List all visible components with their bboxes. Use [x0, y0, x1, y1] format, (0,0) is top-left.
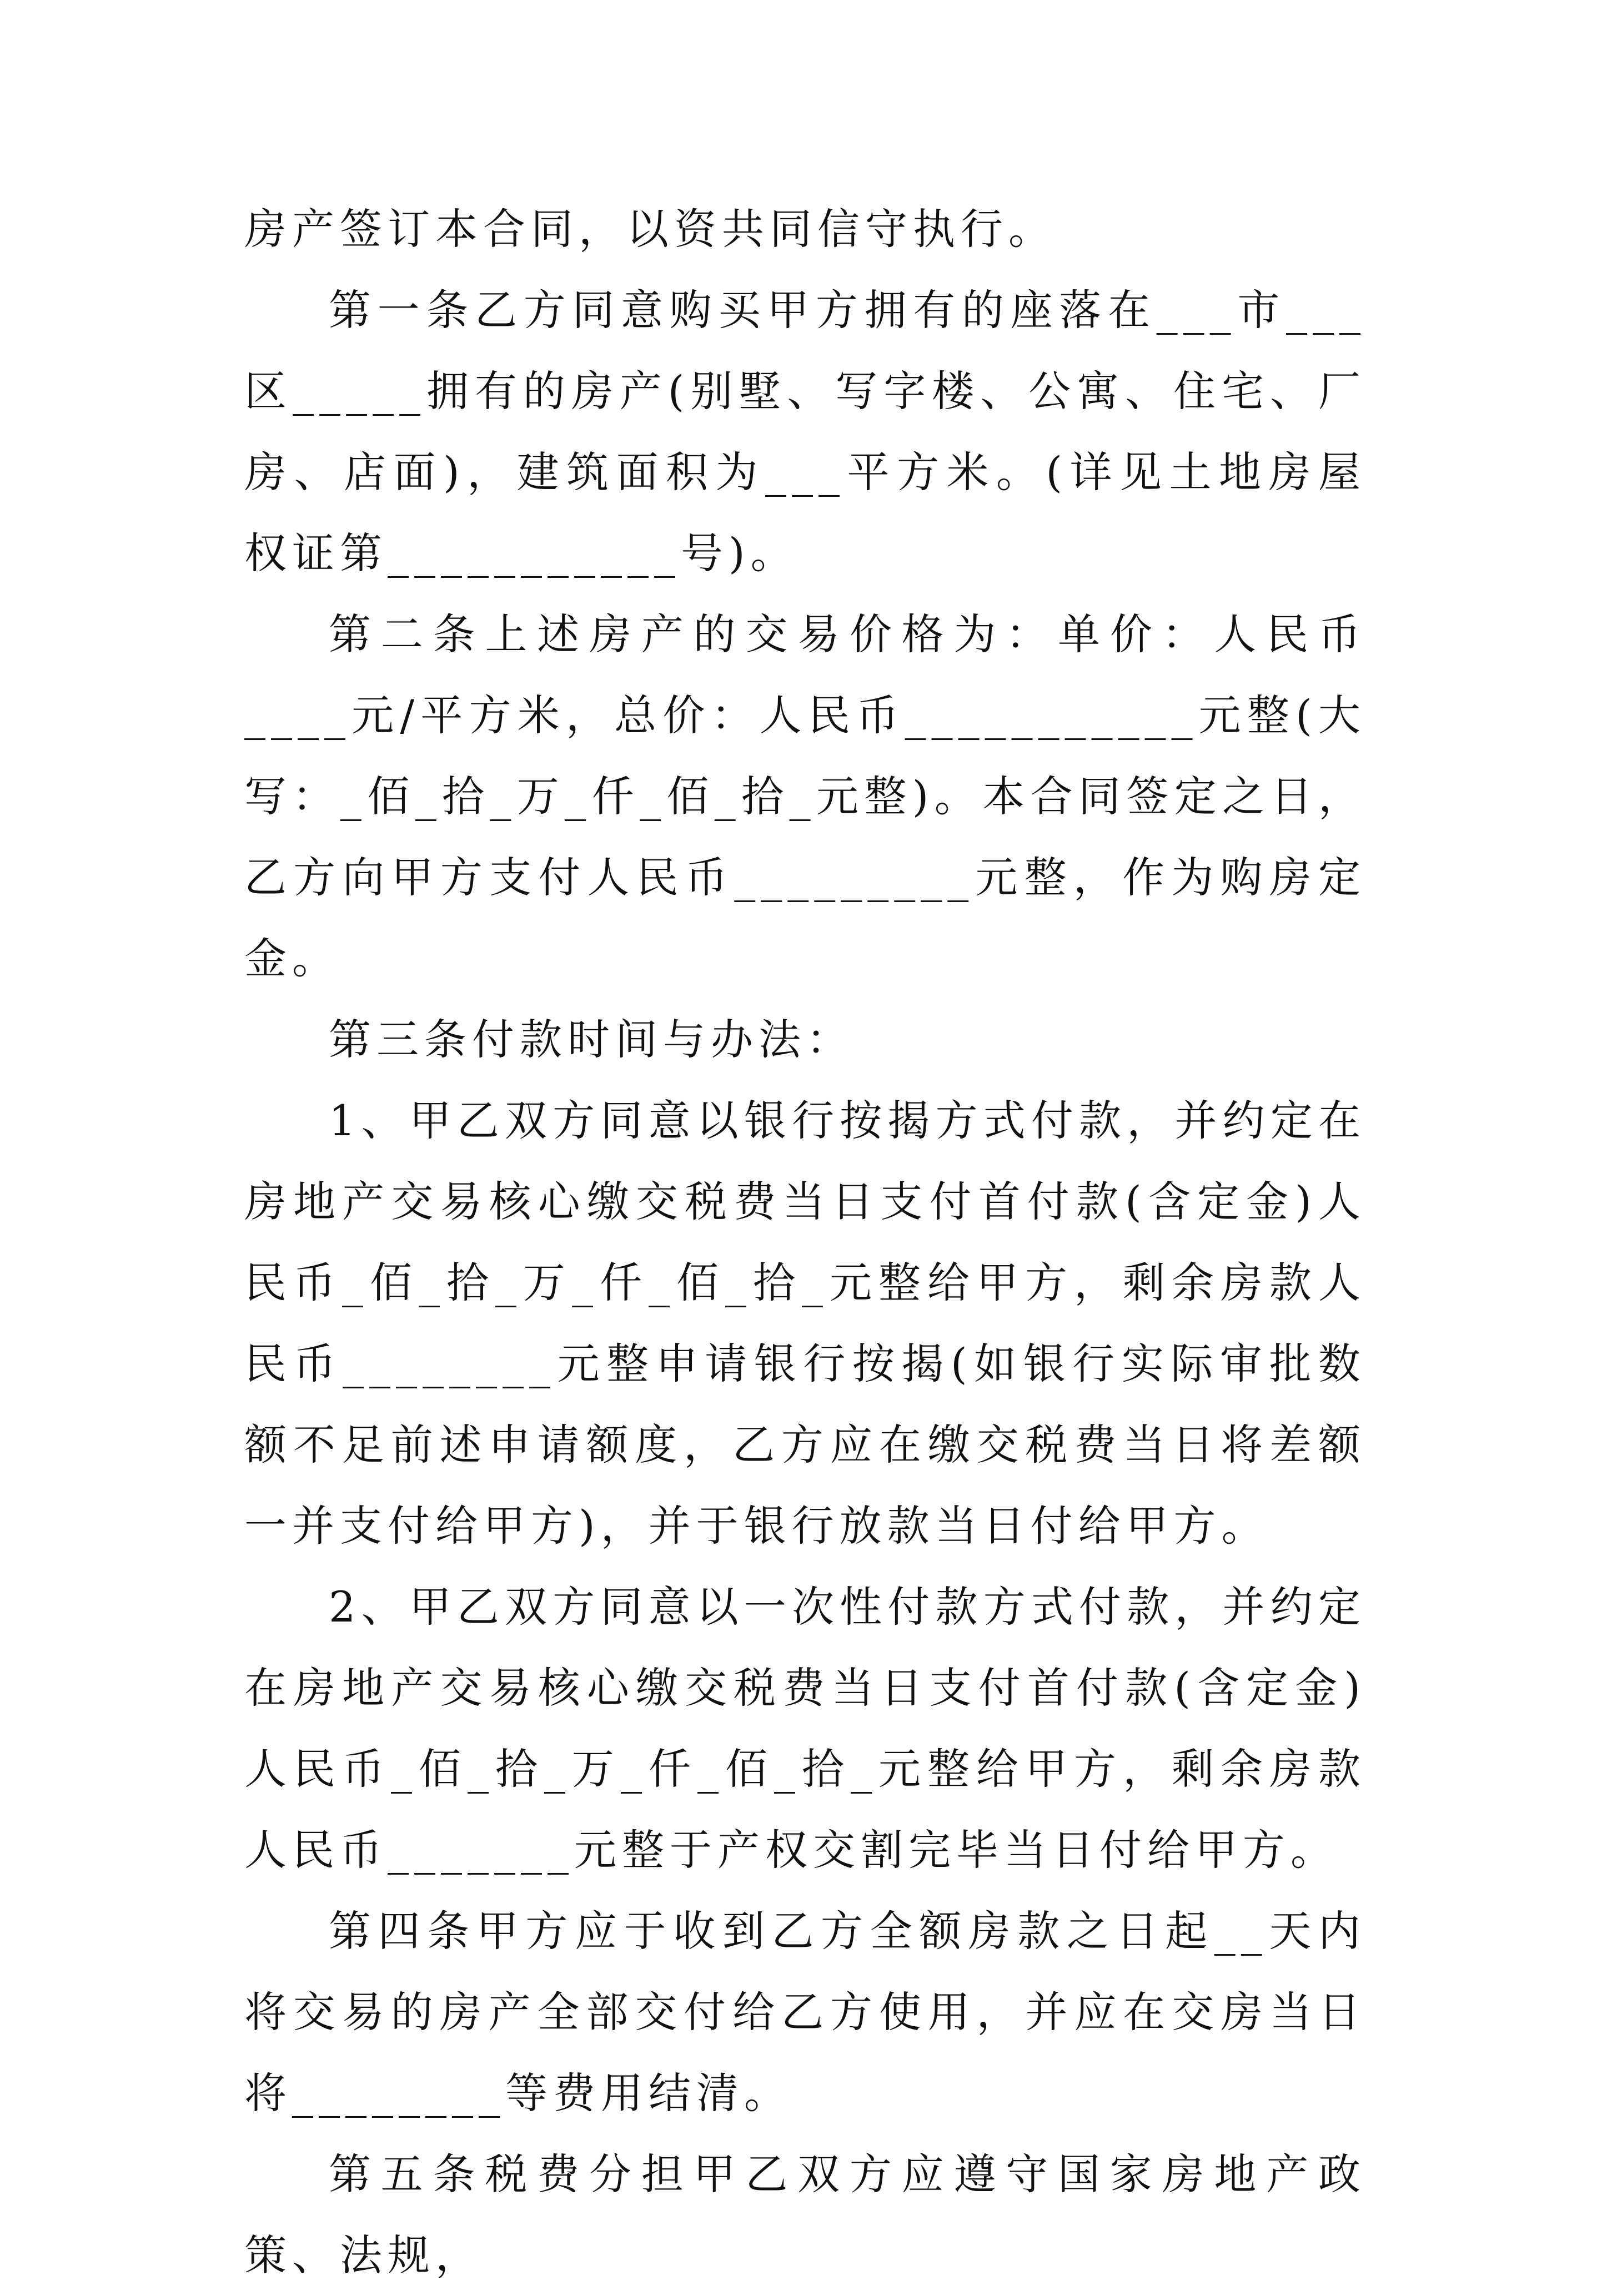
paragraph-article-1: 第一条乙方同意购买甲方拥有的座落在___市___区_____拥有的房产(别墅、写字楼、公寓、住宅、厂房、店面)，建筑面积为___平方米。(详见土地房屋权证第___________号)。 [244, 285, 1366, 578]
paragraph-article-3: 第三条付款时间与办法： [329, 1015, 854, 1064]
paragraph-article-2: 第二条上述房产的交易价格为：单价：人民币____元/平方米，总价：人民币___________元整(大写：_佰_拾_万_仟_佰_拾_元整)。本合同签定之日，乙方向甲方支付人民币_________元整，作为购房定金。 [244, 610, 1366, 983]
contract-body [244, 189, 1366, 2296]
paragraph-article-3-item-1: 1、甲乙双方同意以银行按揭方式付款，并约定在房地产交易核心缴交税费当日支付首付款(含定金)人民币_佰_拾_万_仟_佰_拾_元整给甲方，剩余房款人民币________元整申请银行按揭(如银行实际审批数额不足前述申请额度，乙方应在缴交税费当日将差额一并支付给甲方)，并于银行放款当日付给甲方。 [244, 1096, 1366, 1550]
paragraph-1: 房产签订本合同，以资共同信守执行。 [244, 204, 1056, 254]
paragraph-article-4: 第四条甲方应于收到乙方全额房款之日起__天内将交易的房产全部交付给乙方使用，并应在交房当日将________等费用结清。 [244, 1906, 1366, 2118]
paragraph-article-5: 第五条税费分担甲乙双方应遵守国家房地产政策、法规， [244, 2149, 1366, 2280]
paragraph-article-3-item-2: 2、甲乙双方同意以一次性付款方式付款，并约定在房地产交易核心缴交税费当日支付首付款(含定金)人民币_佰_拾_万_仟_佰_拾_元整给甲方，剩余房款人民币_______元整于产权交割完毕当日付给甲方。 [244, 1582, 1366, 1875]
